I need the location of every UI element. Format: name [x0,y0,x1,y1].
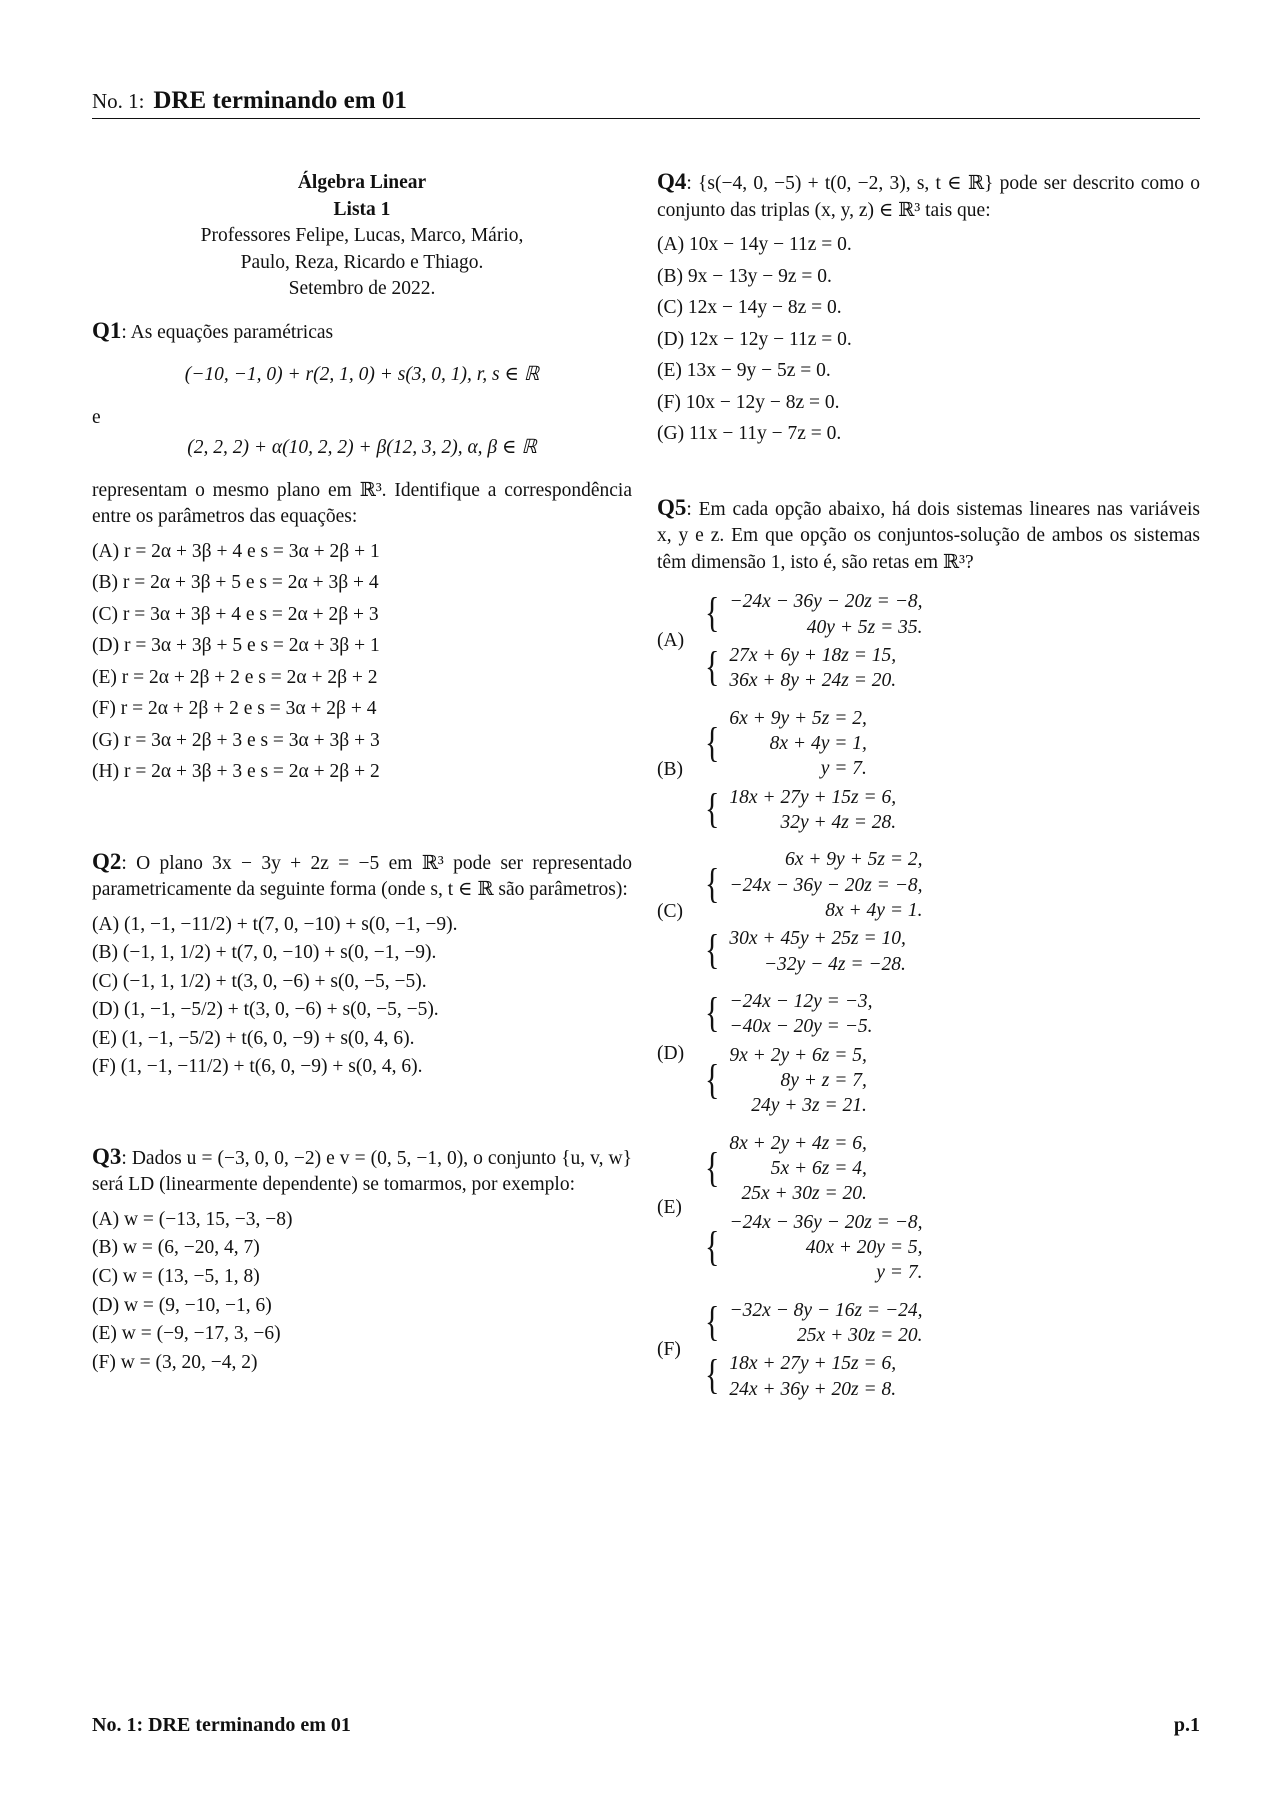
q3-label: Q3 [92,1143,122,1169]
system-equation: −40x − 20y = −5. [729,1016,873,1038]
doc-date: Setembro de 2022. [288,278,436,300]
question-1 [92,315,632,786]
q4-option-e: (E) 13x − 9y − 5z = 0. [657,360,831,382]
system-equation: 18x + 27y + 15z = 6, [729,786,897,808]
q4-text: : {s(−4, 0, −5) + t(0, −2, 3), s, t ∈ ℝ} pode ser descrito como o conjunto das triplas (x, y, z) ∈ ℝ³ tais que: [657,173,1200,221]
system-equation: 36x + 8y + 24z = 20. [729,670,897,692]
q5-option-e [657,1128,1200,1289]
q4-option-f: (F) 10x − 12y − 8z = 0. [657,391,840,413]
q4-option-a: (A) 10x − 14y − 11z = 0. [657,234,852,256]
right-column [657,166,1200,1411]
q5-option-a [657,586,1200,696]
system-equation: 25x + 30z = 20. [797,1325,923,1347]
linear-system [705,643,922,694]
linear-system [705,589,922,640]
brace-icon: { [705,1144,720,1191]
brace-icon: { [705,1352,720,1399]
q1-equation-2: (2, 2, 2) + α(10, 2, 2) + β(12, 3, 2), α, β ∈ ℝ [187,437,537,459]
list-title: Lista 1 [333,198,391,220]
q5-option-d [657,986,1200,1122]
system-equation: 27x + 6y + 18z = 15, [729,644,897,666]
header-number: No. 1: [92,89,145,113]
q5-option-label: (F) [657,1338,681,1360]
q1-option-e: (E) r = 2α + 2β + 2 e s = 2α + 2β + 2 [92,666,378,688]
q5-option-systems [705,703,896,839]
system-equation: 5x + 6z = 4, [770,1158,867,1180]
header-title: DRE terminando em 01 [153,87,407,114]
q4-option-c: (C) 12x − 14y − 8z = 0. [657,297,842,319]
linear-system [705,1351,922,1402]
system-equation: 25x + 30z = 20. [741,1183,867,1205]
q3-option-b: (B) w = (6, −20, 4, 7) [92,1237,260,1259]
linear-system [705,1131,922,1207]
q1-conjunction: e [92,406,101,428]
q1-option-f: (F) r = 2α + 2β + 2 e s = 3α + 2β + 4 [92,698,377,720]
question-2 [92,846,632,1081]
q2-option-f: (F) (1, −1, −11/2) + t(6, 0, −9) + s(0, 4, 6). [92,1056,423,1078]
system-equation: 30x + 45y + 25z = 10, [729,928,906,950]
q4-options [657,232,1200,448]
q4-option-d: (D) 12x − 12y − 11z = 0. [657,328,852,350]
q5-label: Q5 [657,494,687,520]
left-column [92,170,632,1378]
linear-system [705,989,872,1040]
linear-system [705,785,896,836]
doc-heading [92,170,632,303]
q3-option-e: (E) w = (−9, −17, 3, −6) [92,1323,281,1345]
system-equation: 40x + 20y = 5, [805,1237,923,1259]
brace-icon: { [705,989,720,1037]
q2-label: Q2 [92,848,122,874]
q2-option-c: (C) (−1, 1, 1/2) + t(3, 0, −6) + s(0, −5, −5). [92,970,427,992]
linear-system [705,706,896,782]
q5-option-label: (D) [657,1042,685,1064]
page-footer [92,1712,1200,1739]
question-3 [92,1141,632,1376]
question-5 [657,492,1200,1406]
q1-option-a: (A) r = 2α + 3β + 4 e s = 3α + 2β + 1 [92,540,380,562]
linear-system [705,1210,922,1286]
brace-icon: { [705,927,720,974]
professors-line-2: Paulo, Reza, Ricardo e Thiago. [240,251,484,273]
q2-option-e: (E) (1, −1, −5/2) + t(6, 0, −9) + s(0, 4, 6). [92,1027,415,1049]
system-equation: −24x − 12y = −3, [729,991,873,1012]
linear-system [705,926,922,977]
brace-icon: { [705,1223,720,1270]
system-equation: −24x − 36y − 20z = −8, [729,1211,923,1233]
q5-option-c [657,844,1200,980]
system-equation: −24x − 36y − 20z = −8, [729,874,923,896]
q3-text: : Dados u = (−3, 0, 0, −2) e v = (0, 5, −1, 0), o conjunto {u, v, w} será LD (linearmente dependente) se tomarmos, por exemplo: [92,1147,632,1196]
q5-option-label: (E) [657,1196,682,1218]
page-number: p.1 [1173,1714,1200,1736]
brace-icon: { [705,1056,720,1103]
system-equation: 8x + 4y = 1. [825,899,923,921]
system-equation: −32x − 8y − 16z = −24, [729,1299,923,1321]
q5-option-label: (A) [657,630,685,652]
brace-icon: { [705,860,720,908]
q4-option-g: (G) 11x − 11y − 7z = 0. [657,423,842,445]
system-equation: 40y + 5z = 35. [806,616,923,638]
q2-option-b: (B) (−1, 1, 1/2) + t(7, 0, −10) + s(0, −1, −9). [92,942,437,964]
system-equation: 18x + 27y + 15z = 6, [729,1353,897,1375]
system-equation: 6x + 9y + 5z = 2, [784,849,923,871]
q3-option-f: (F) w = (3, 20, −4, 2) [92,1351,258,1373]
q2-option-d: (D) (1, −1, −5/2) + t(3, 0, −6) + s(0, −5, −5). [92,999,439,1021]
linear-system [705,847,922,923]
q2-option-a: (A) (1, −1, −11/2) + t(7, 0, −10) + s(0, −1, −9). [92,913,458,935]
q5-option-systems [705,844,922,980]
page-header [92,84,1200,119]
q4-option-b: (B) 9x − 13y − 9z = 0. [657,265,832,287]
system-equation: 9x + 2y + 6z = 5, [729,1044,867,1066]
q5-option-systems [705,586,922,696]
q1-text: representam o mesmo plano em ℝ³. Identifique a correspondência entre os parâmetros das equações: [92,479,632,528]
system-equation: −32y − 4z = −28. [763,953,906,975]
q2-text: : O plano 3x − 3y + 2z = −5 em ℝ³ pode ser representado parametricamente da seguinte forma (onde s, t ∈ ℝ são parâmetros): [92,852,632,901]
q1-option-c: (C) r = 3α + 3β + 4 e s = 2α + 2β + 3 [92,603,379,625]
q5-option-systems [705,986,872,1122]
q5-option-b [657,703,1200,839]
system-equation: 8x + 2y + 4z = 6, [729,1132,867,1154]
system-equation: 24y + 3z = 21. [751,1095,867,1117]
q1-options [92,539,632,786]
question-4 [657,166,1200,448]
q1-option-d: (D) r = 3α + 3β + 5 e s = 2α + 3β + 1 [92,635,380,657]
system-equation: 32y + 4z = 28. [780,811,897,833]
q2-options [92,912,632,1081]
brace-icon: { [705,1298,720,1345]
q3-option-a: (A) w = (−13, 15, −3, −8) [92,1208,293,1230]
linear-system [705,1043,872,1119]
q1-equation-1: (−10, −1, 0) + r(2, 1, 0) + s(3, 0, 1), r, s ∈ ℝ [184,364,540,386]
system-equation: 24x + 36y + 20z = 8. [729,1378,897,1400]
linear-system [705,1298,922,1349]
brace-icon: { [705,719,720,766]
q5-options [657,586,1200,1405]
q5-option-systems [705,1128,922,1289]
q5-option-f [657,1295,1200,1405]
system-equation: −24x − 36y − 20z = −8, [729,591,923,613]
brace-icon: { [705,643,720,691]
q5-option-systems [705,1295,922,1405]
q5-text: : Em cada opção abaixo, há dois sistemas lineares nas variáveis x, y e z. Em que opção os conjuntos-solução de ambos os sistemas têm dimensão 1, isto é, são retas em ℝ³? [657,498,1200,573]
q5-option-label: (B) [657,759,683,781]
q4-label: Q4 [657,169,687,194]
course-title: Álgebra Linear [297,172,427,193]
q3-option-d: (D) w = (9, −10, −1, 6) [92,1294,272,1316]
footer-title: No. 1: DRE terminando em 01 [92,1714,351,1736]
brace-icon: { [705,590,720,637]
q1-option-b: (B) r = 2α + 3β + 5 e s = 2α + 3β + 4 [92,572,379,594]
system-equation: y = 7. [820,758,867,780]
q3-options [92,1207,632,1376]
q1-intro: : As equações paramétricas [121,321,334,343]
q1-option-h: (H) r = 2α + 3β + 3 e s = 2α + 2β + 2 [92,761,380,783]
q3-option-c: (C) w = (13, −5, 1, 8) [92,1265,260,1287]
system-equation: 6x + 9y + 5z = 2, [729,707,867,729]
professors-line-1: Professores Felipe, Lucas, Marco, Mário, [200,225,524,247]
brace-icon: { [705,785,720,832]
q5-option-label: (C) [657,900,683,922]
system-equation: 8y + z = 7, [780,1070,867,1092]
system-equation: 8x + 4y = 1, [769,732,867,754]
system-equation: y = 7. [876,1262,923,1284]
q1-label: Q1 [92,317,122,343]
q1-option-g: (G) r = 3α + 2β + 3 e s = 3α + 3β + 3 [92,729,380,751]
